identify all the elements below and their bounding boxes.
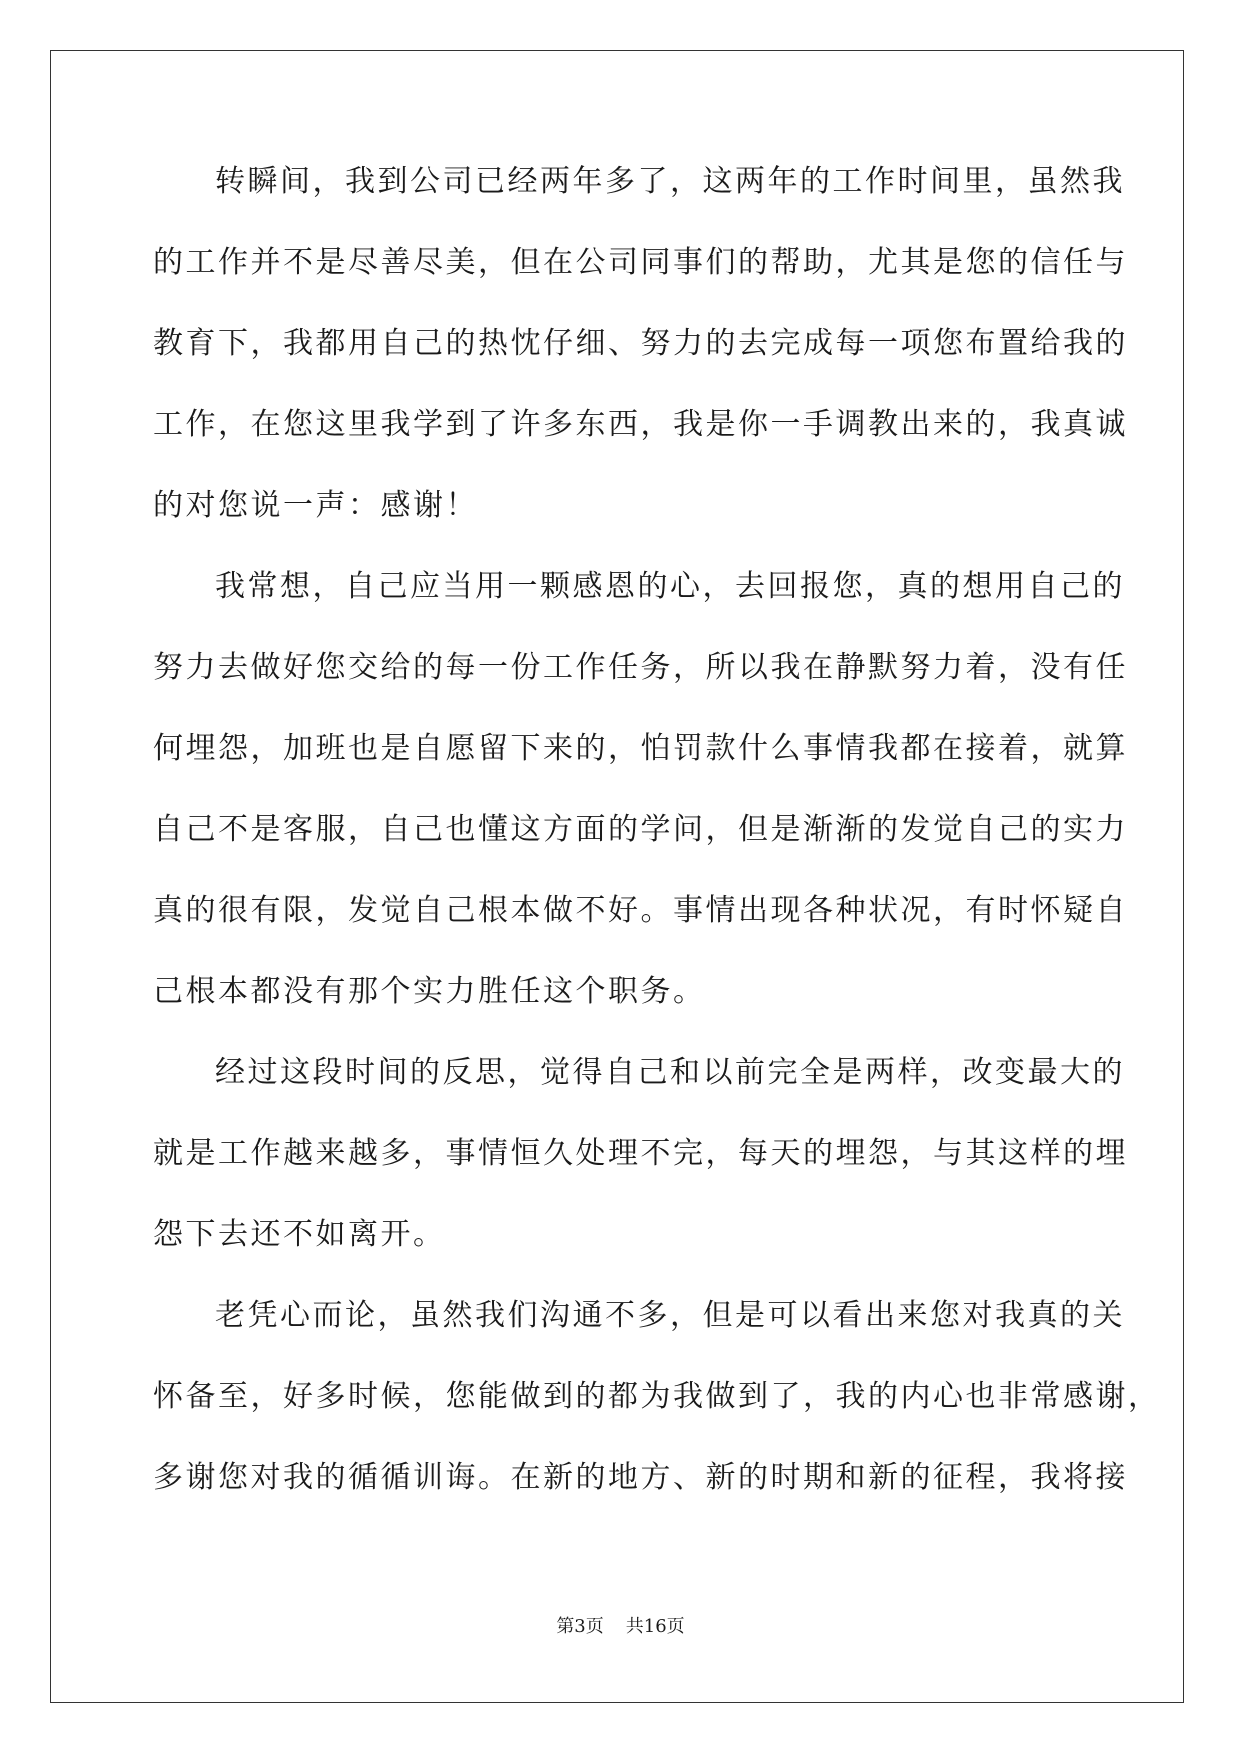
text-line-3: 教育下，我都用自己的热忱仔细、努力的去完成每一项您布置给我的 [153,326,1128,361]
text-line-6: 我常想，自己应当用一颗感恩的心，去回报您，真的想用自己的 [215,569,1125,604]
page-footer [0,1615,1241,1639]
text-line-15: 老凭心而论，虽然我们沟通不多，但是可以看出来您对我真的关 [215,1298,1125,1333]
text-line-4: 工作，在您这里我学到了许多东西，我是你一手调教出来的，我真诚 [153,407,1128,442]
text-line-2: 的工作并不是尽善尽美，但在公司同事们的帮助，尤其是您的信任与 [153,245,1128,280]
text-line-16: 怀备至，好多时候，您能做到的都为我做到了，我的内心也非常感谢， [153,1379,1161,1414]
current-page-label: 第3页 [556,1616,604,1637]
text-line-8: 何埋怨，加班也是自愿留下来的，怕罚款什么事情我都在接着，就算 [153,731,1128,766]
text-line-9: 自己不是客服，自己也懂这方面的学问，但是渐渐的发觉自己的实力 [153,812,1128,847]
text-line-17: 多谢您对我的循循训诲。在新的地方、新的时期和新的征程，我将接 [153,1460,1128,1495]
text-line-7: 努力去做好您交给的每一份工作任务，所以我在静默努力着，没有任 [153,650,1128,685]
total-pages-label: 共16页 [625,1616,685,1637]
text-line-10: 真的很有限，发觉自己根本做不好。事情出现各种状况，有时怀疑自 [153,893,1128,928]
text-line-13: 就是工作越来越多，事情恒久处理不完，每天的埋怨，与其这样的埋 [153,1136,1128,1171]
text-line-12: 经过这段时间的反思，觉得自己和以前完全是两样，改变最大的 [215,1055,1125,1090]
text-line-14: 怨下去还不如离开。 [153,1217,446,1252]
text-line-11: 己根本都没有那个实力胜任这个职务。 [153,974,706,1009]
text-line-1: 转瞬间，我到公司已经两年多了，这两年的工作时间里，虽然我 [215,164,1125,199]
document-body [153,162,1161,1539]
text-line-5: 的对您说一声：感谢！ [153,488,478,523]
